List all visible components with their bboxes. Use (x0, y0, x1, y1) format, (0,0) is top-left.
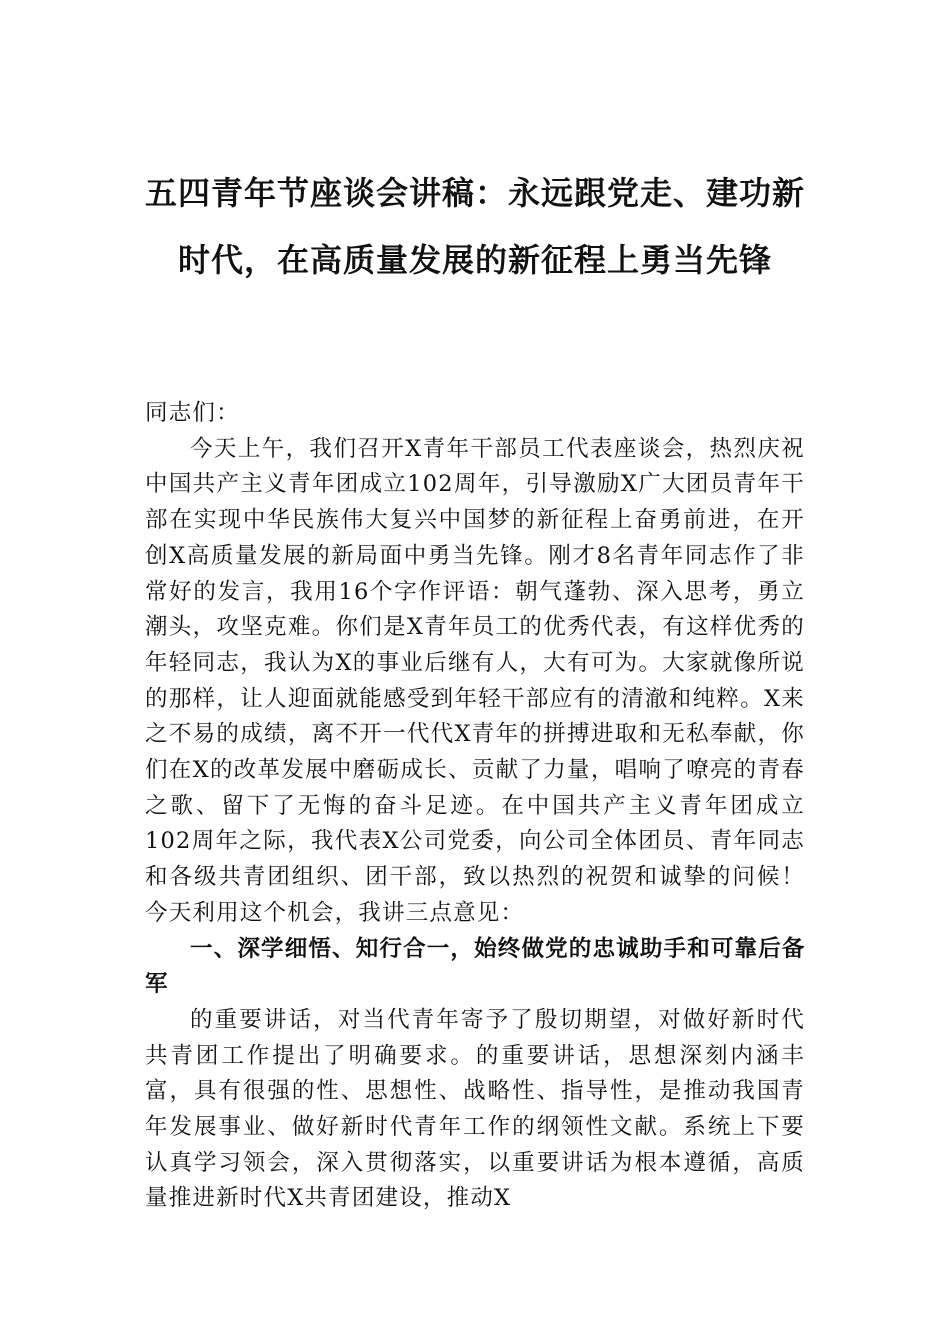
body-paragraph-2: 的重要讲话，对当代青年寄予了殷切期望，对做好新时代共青团工作提出了明确要求。的重要讲话，思想深刻内涵丰富，具有很强的性、思想性、战略性、指导性，是推动我国青年发展事业、做好新时代青年工作的纲领性文献。系统上下要认真学习领会，深入贯彻落实，以重要讲话为根本遵循，高质量推进新时代X共青团建设，推动X (145, 1006, 805, 1212)
document-body (145, 396, 805, 1217)
document-title: 五四青年节座谈会讲稿：永远跟党走、建功新时代，在高质量发展的新征程上勇当先锋 (145, 174, 806, 279)
body-paragraph-1: 今天上午，我们召开X青年干部员工代表座谈会，热烈庆祝中国共产主义青年团成立102周年，引导激励X广大团员青年干部在实现中华民族伟大复兴中国梦的新征程上奋勇前进，在开创X高质量发展的新局面中勇当先锋。刚才8名青年同志作了非常好的发言，我用16个字作评语：朝气蓬勃、深入思考，勇立潮头，攻坚克难。你们是X青年员工的优秀代表，有这样优秀的年轻同志，我认为X的事业后继有人，大有可为。大家就像所说的那样，让人迎面就能感受到年轻干部应有的清澈和纯粹。X来之不易的成绩，离不开一代代X青年的拼搏进取和无私奉献，你们在X的改革发展中磨砺成长、贡献了力量，唱响了嘹亮的青春之歌、留下了无悔的奋斗足迹。在中国共产主义青年团成立102周年之际，我代表X公司党委，向公司全体团员、青年同志和各级共青团组织、团干部，致以热烈的祝贺和诚挚的问候！今天利用这个机会，我讲三点意见： (145, 435, 805, 926)
salutation: 同志们： (145, 400, 240, 426)
section-heading-1: 一、深学细悟、知行合一，始终做党的忠诚助手和可靠后备军 (145, 935, 805, 998)
